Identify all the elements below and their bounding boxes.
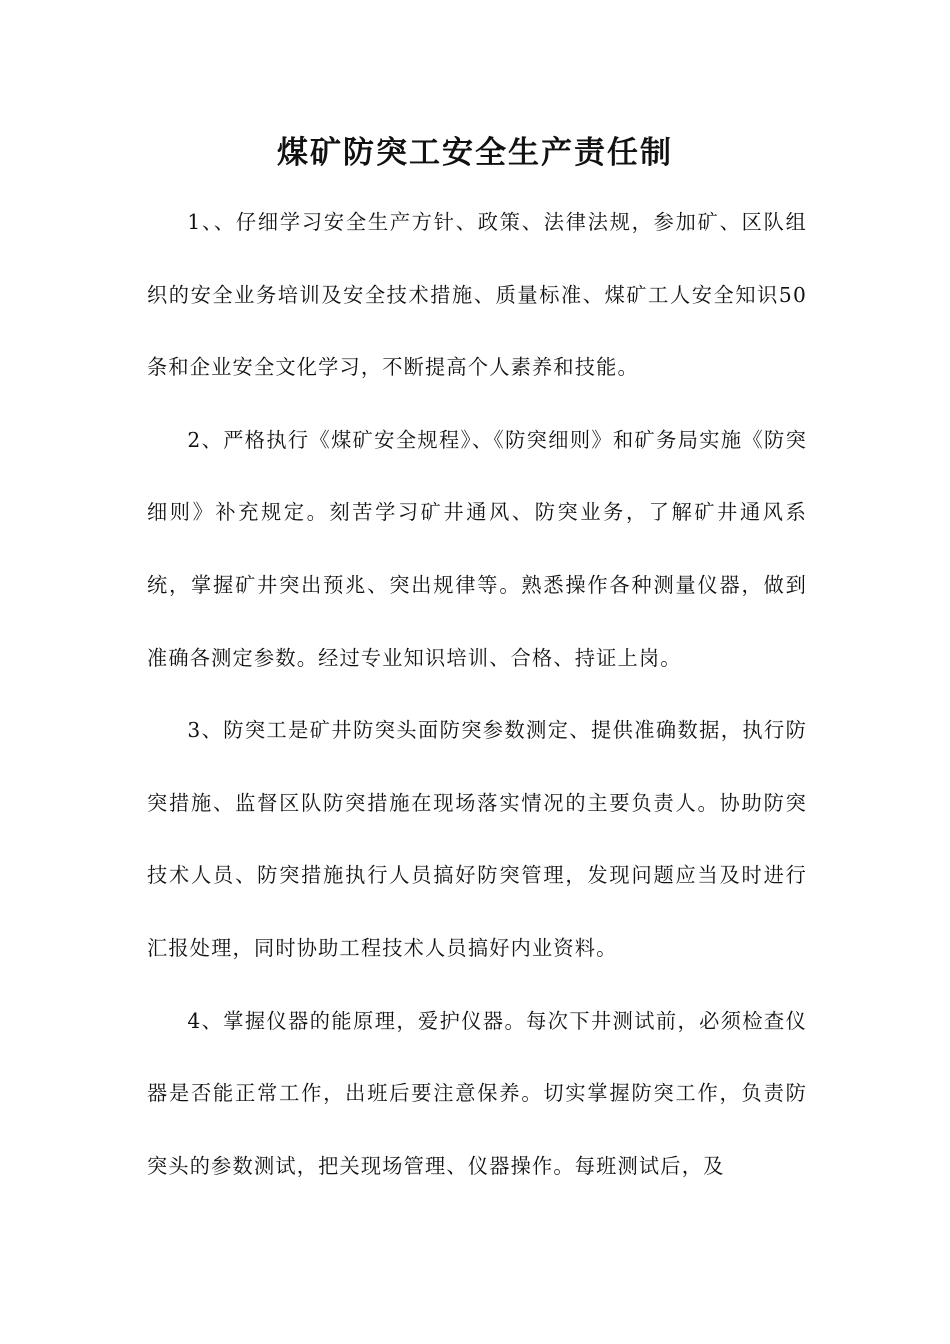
paragraph-4: 4、掌握仪器的能原理，爱护仪器。每次下井测试前，必须检查仪器是否能正常工作，出班后要注意保养。切实掌握防突工作，负责防突头的参数测试，把关现场管理、仪器操作。每班测试后，及 (147, 1008, 807, 1178)
paragraph-3: 3、防突工是矿井防突头面防突参数测定、提供准确数据，执行防突措施、监督区队防突措施在现场落实情况的主要负责人。协助防突技术人员、防突措施执行人员搞好防突管理，发现问题应当及时进行汇报处理，同时协助工程技术人员搞好内业资料。 (147, 718, 807, 960)
paragraph-2: 2、严格执行《煤矿安全规程》、《防突细则》和矿务局实施《防突细则》补充规定。刻苦学习矿井通风、防突业务，了解矿井通风系统，掌握矿井突出预兆、突出规律等。熟悉操作各种测量仪器，做到准确各测定参数。经过专业知识培训、合格、持证上岗。 (147, 427, 807, 670)
paragraph-1: 1、、仔细学习安全生产方针、政策、法律法规，参加矿、区队组织的安全业务培训及安全技术措施、质量标准、煤矿工人安全知识50条和企业安全文化学习，不断提高个人素养和技能。 (147, 210, 807, 380)
document-title: 煤矿防突工安全生产责任制 (277, 135, 673, 171)
document-body (147, 186, 807, 1202)
